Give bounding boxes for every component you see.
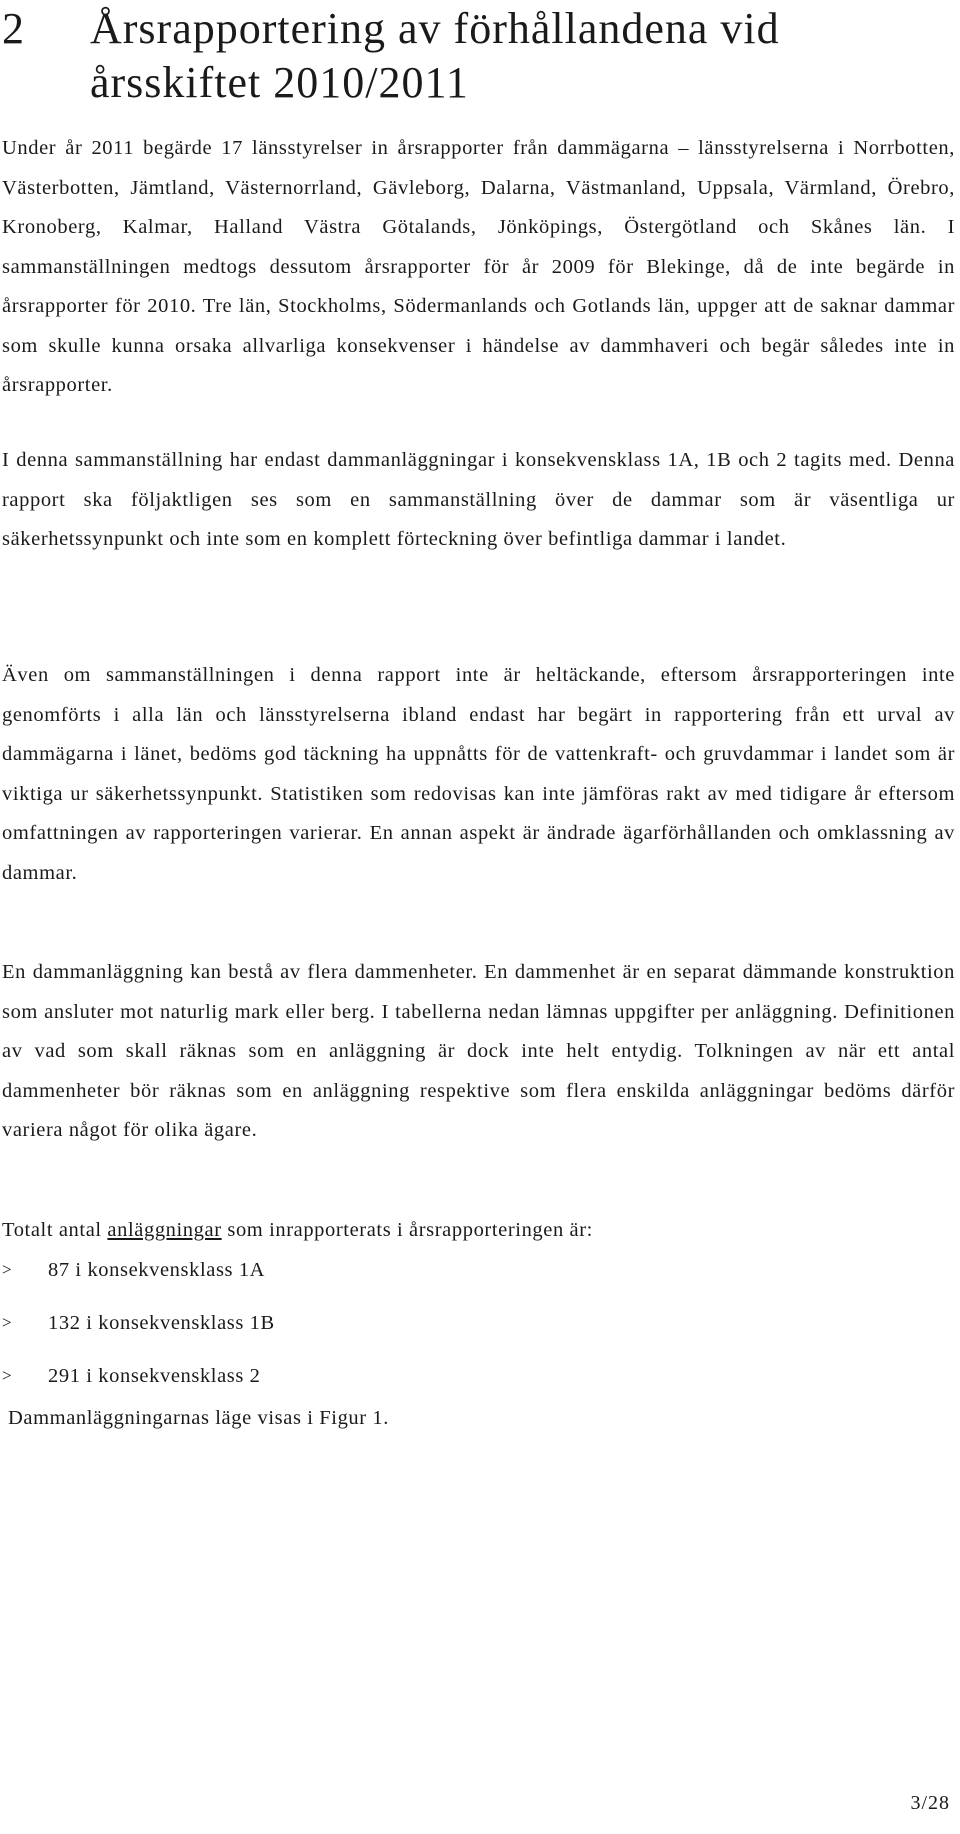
bullet-marker: > [2, 1366, 13, 1385]
paragraph-scope: I denna sammanställning har endast dammanläggningar i konsekvensklass 1A, 1B och 2 tagits med. Denna rapport ska följaktligen ses som en sammanställning över de dammar som är väsentliga ur säkerhetssynpunkt och inte som en komplett förteckning över befintliga dammar i landet. [2, 449, 955, 550]
list-item-text: 291 i konsekvensklass 2 [48, 1365, 261, 1387]
list-item-text: 87 i konsekvensklass 1A [48, 1259, 266, 1281]
total-intro-before: Totalt antal [2, 1219, 108, 1241]
section-title: Årsrapportering av förhållandena vid årsskiftet 2010/2011 [90, 4, 780, 107]
figure-reference: Dammanläggningarnas läge visas i Figur 1. [8, 1407, 389, 1429]
section-number: 2 [2, 4, 25, 53]
list-item-text: 132 i konsekvensklass 1B [48, 1312, 275, 1334]
total-intro-after: som inrapporterats i årsrapporteringen är: [221, 1219, 593, 1241]
paragraph-coverage: Även om sammanställningen i denna rapport inte är heltäckande, eftersom årsrapporteringen inte genomförts i alla län och länsstyrelserna ibland endast har begärt in rapportering från ett urval av dammägarna i länet, bedöms god täckning ha uppnåtts för de vattenkraft- och gruvdammar i landet som är viktiga ur säkerhetssynpunkt. Statistiken som redovisas kan inte jämföras rakt av med tidigare år eftersom omfattningen av rapporteringen varierar. En annan aspekt är ändrade ägarförhållanden och omklassning av dammar. [2, 664, 955, 884]
paragraph-definition: En dammanläggning kan bestå av flera dammenheter. En dammenhet är en separat dämmande konstruktion som ansluter mot naturlig mark eller berg. I tabellerna nedan lämnas uppgifter per anläggning. Definitionen av vad som skall räknas som en anläggning är dock inte helt entydig. Tolkningen av när ett antal dammenheter bör räknas som en anläggning respektive som flera enskilda anläggningar bedöms därför variera något för olika ägare. [2, 961, 955, 1141]
section-heading [2, 2, 942, 110]
page-number: 3/28 [910, 1792, 950, 1814]
bullet-marker: > [2, 1260, 13, 1279]
list-item [2, 1252, 602, 1305]
list-item [2, 1358, 602, 1411]
paragraph-counties: Under år 2011 begärde 17 länsstyrelser in årsrapporter från dammägarna – länsstyrelserna i Norrbotten, Västerbotten, Jämtland, Västernorrland, Gävleborg, Dalarna, Västmanland, Uppsala, Värmland, Örebro, Kronoberg, Kalmar, Halland Västra Götalands, Jönköpings, Östergötland och Skånes län. I sammanställningen medtogs dessutom årsrapporter för år 2009 för Blekinge, då de inte begärde in årsrapporter för 2010. Tre län, Stockholms, Södermanlands och Gotlands län, uppger att de saknar dammar som skulle kunna orsaka allvarliga konsekvenser i händelse av dammhaveri och begär således inte in årsrapporter. [2, 137, 955, 396]
bullet-marker: > [2, 1313, 13, 1332]
total-intro-underlined: anläggningar [107, 1219, 222, 1241]
class-count-list [2, 1252, 602, 1411]
total-intro [2, 1211, 955, 1251]
list-item [2, 1305, 602, 1358]
